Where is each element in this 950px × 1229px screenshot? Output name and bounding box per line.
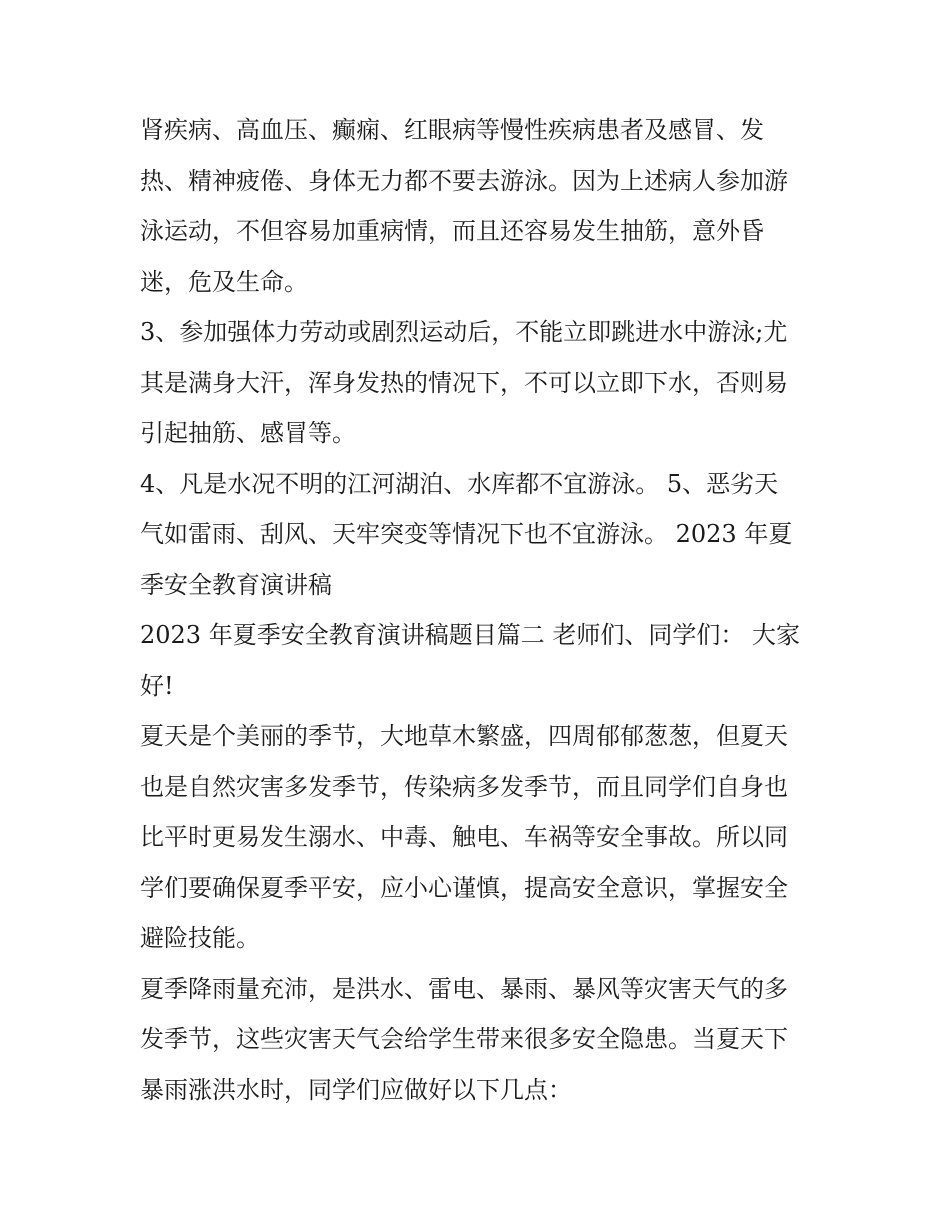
document-body: [140, 105, 815, 1115]
text-line: 好!: [140, 671, 174, 700]
text-line: 季安全教育演讲稿: [140, 570, 332, 599]
text-line: 迷，危及生命。: [140, 267, 308, 296]
text-line: 避险技能。: [140, 924, 260, 952]
text-line: 发季节，这些灾害天气会给学生带来很多安全隐患。当夏天下: [140, 1025, 788, 1053]
text-line: 肾疾病、高血压、癫痫、红眼病等慢性疾病患者及感冒、发: [140, 116, 764, 144]
text-line: 气如雷雨、刮风、天牢突变等情况下也不宜游泳。 2023 年夏: [140, 520, 793, 548]
text-line: 也是自然灾害多发季节，传染病多发季节，而且同学们自身也: [140, 772, 788, 801]
text-line: 夏天是个美丽的季节，大地草木繁盛，四周郁郁葱葱，但夏天: [140, 722, 788, 750]
text-line: 热、精神疲倦、身体无力都不要去游泳。因为上述病人参加游: [140, 166, 788, 195]
text-line: 2023 年夏季安全教育演讲稿题目篇二 老师们、同学们： 大家: [140, 621, 800, 649]
text-line: 学们要确保夏季平安，应小心谨慎，提高安全意识，掌握安全: [140, 873, 788, 902]
text-line: 引起抽筋、感冒等。: [140, 419, 356, 447]
text-line: 3、参加强体力劳动或剧烈运动后，不能立即跳进水中游泳;尤: [140, 318, 788, 346]
text-line: 4、凡是水况不明的江河湖泊、水库都不宜游泳。 5、恶劣天: [140, 469, 779, 498]
text-line: 夏季降雨量充沛，是洪水、雷电、暴雨、暴风等灾害天气的多: [140, 974, 788, 1003]
text-line: 泳运动，不但容易加重病情，而且还容易发生抽筋，意外昏: [140, 217, 764, 245]
text-line: 其是满身大汗，浑身发热的情况下，不可以立即下水，否则易: [140, 368, 788, 397]
text-line: 暴雨涨洪水时，同学们应做好以下几点：: [140, 1075, 572, 1104]
text-line: 比平时更易发生溺水、中毒、触电、车祸等安全事故。所以同: [140, 823, 788, 851]
